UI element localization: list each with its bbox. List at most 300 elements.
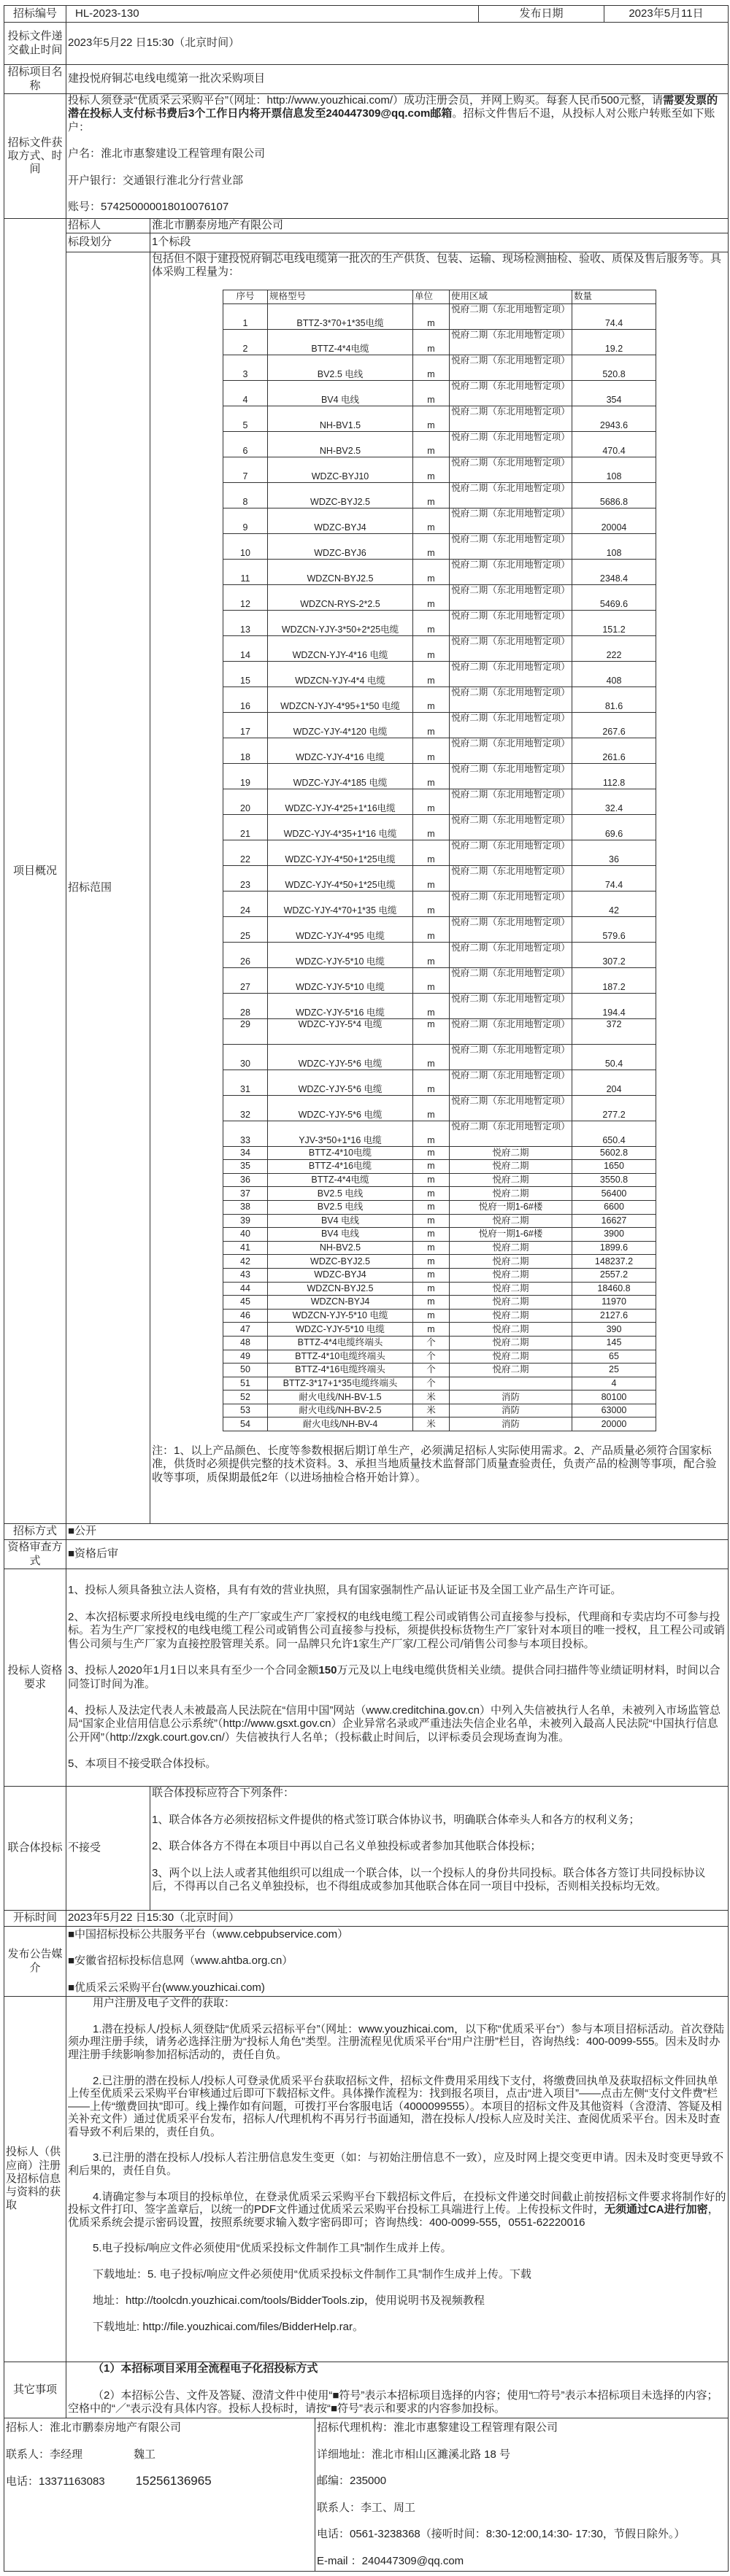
item-unit: m [413,840,450,865]
table-row [223,942,656,967]
item-qty: 650.4 [572,1121,656,1146]
media-item: ■优质采云采购平台(www.youzhicai.com) [68,1981,265,1994]
table-row [223,661,656,686]
item-qty: 148237.2 [572,1255,656,1269]
item-no: 40 [223,1228,268,1242]
item-area: 悦府二期 [450,1241,572,1255]
scope-note: 注：1、以上产品颜色、长度等参数根据后期订单生产，必须满足招标人实际使用需求。2、产品质量必须符合国家标准，供货时必须提供完整的技术资料。3、承担当地质量技术监督部门质量查验责任，负责产品的检测等事项，配合验收等事项，质保期最低2年（以进场抽检合格开始计算）。 [152,1444,717,1484]
item-area: 悦府二期（东北用地暂定项） [450,406,572,431]
item-spec: BV2.5 电线 [268,355,413,380]
item-qty: 145 [572,1336,656,1350]
item-unit: m [413,1095,450,1121]
table-row [223,993,656,1018]
qualification-item: 2、本次招标要求所投电线电缆的生产厂家或生产厂家授权的电线电缆工程公司或销售公司直接参与投标，代理商和专卖店均不可参与投标。若为生产厂家授权的电线电缆工程公司或销售公司直接参与投标，须提供投标货物生产厂家针对本项目的唯一授权，且工程公司或销售公司须与生产厂家为直接控股管理关系。同一品牌只允许1家生产厂家/工程公司/销售公司参与本项目投标。 [68,1611,726,1650]
item-qty: 354 [572,380,656,406]
item-unit: m [413,1296,450,1310]
account-name: 户名：淮北市惠黎建设工程管理有限公司 [68,147,266,160]
registration-item: 用户注册及电子文件的获取： [93,1997,236,2009]
table-row [223,1241,656,1255]
item-no: 29 [223,1018,268,1044]
item-no: 6 [223,431,268,457]
item-unit: m [413,508,450,533]
item-qty: 32.4 [572,789,656,814]
item-area: 悦府二期（东北用地暂定项） [450,610,572,635]
tenderer-contact-person [6,2448,313,2461]
item-spec: NH-BV1.5 [268,406,413,431]
opening-label: 开标时间 [4,1911,66,1927]
item-qty: 277.2 [572,1095,656,1121]
item-spec: 耐火电线/NH-BV-1.5 [268,1391,413,1404]
item-unit: m [413,891,450,916]
table-row [223,610,656,635]
item-qty: 151.2 [572,610,656,635]
table-row [223,738,656,763]
item-area: 悦府二期（东北用地暂定项） [450,1018,572,1044]
item-area: 消防 [450,1391,572,1404]
item-no: 26 [223,942,268,967]
item-no: 4 [223,380,268,406]
opening-row [4,1911,729,1927]
item-unit: 米 [413,1391,450,1404]
item-area: 悦府二期（东北用地暂定项） [450,508,572,533]
item-area: 悦府二期（东北用地暂定项） [450,916,572,942]
item-area: 消防 [450,1404,572,1417]
item-area: 悦府二期 [450,1282,572,1296]
item-no: 12 [223,584,268,610]
item-area: 悦府二期（东北用地暂定项） [450,993,572,1018]
lot-row [4,233,729,252]
item-spec: WDZC-BYJ10 [268,457,413,482]
item-no: 14 [223,635,268,661]
item-unit: 个 [413,1350,450,1364]
item-unit: m [413,1044,450,1070]
item-qty: 36 [572,840,656,865]
text: 万元及以上电线电缆供货相关业绩。提供合同扫描件等业绩证明材料，时间以合同签订时间为准。 [68,1664,721,1690]
table-row [223,1214,656,1228]
table-row [223,814,656,840]
item-no: 28 [223,993,268,1018]
table-row [223,355,656,380]
item-spec: BTTZ-4*4电缆 [268,1173,413,1187]
item-spec: WDZC-YJY-4*16 电缆 [268,738,413,763]
item-no: 9 [223,508,268,533]
table-row [223,533,656,559]
publish-date-label: 发布日期 [479,6,604,23]
acquisition-row [4,94,729,219]
agency-name: 招标代理机构：淮北市惠黎建设工程管理有限公司 [317,2421,558,2434]
item-no: 10 [223,533,268,559]
media-item: ■安徽省招标投标信息网（www.ahtba.org.cn） [68,1954,293,1968]
col-header-qty: 数量 [572,290,656,303]
item-unit: m [413,584,450,610]
table-row [223,482,656,508]
item-unit: m [413,1070,450,1095]
tenderer-value: 淮北市鹏泰房地产有限公司 [150,219,729,233]
registration-label: 投标人（供应商）注册及招标信息与资料的获取 [4,1997,66,2362]
item-qty: 11970 [572,1296,656,1310]
table-row [223,1268,656,1282]
item-no: 24 [223,891,268,916]
quantity-table [223,290,656,1431]
bidder-tools-link[interactable]: 地址：http://toolcdn.youzhicai.com/tools/BidderTools.zip，使用说明书及视频教程 [93,2294,485,2308]
item-qty: 108 [572,533,656,559]
text: 4.请确定参与本项目的投标单位，在登录优质采云采购平台下载招标文件后，在投标文件递交时间截止前按招标文件要求将制作好的投标文件打印、签字盖章后，以统一的PDF文件通过优质采云采购平台投标工具端进行上传。上传投标文件时， [68,2190,726,2216]
registration-content [66,1997,729,2362]
item-area: 悦府二期（东北用地暂定项） [450,814,572,840]
other-item: （2）本招标公告、文件及答疑、澄清文件中使用“■符号”表示本招标项目选择的内容；使用“□符号”表示本招标项目未选择的内容；空格中的“／”表示没有具体内容。投标人投标时，请按“■符号”表示和要求的内容参加投标。 [68,2389,718,2415]
item-no: 30 [223,1044,268,1070]
item-qty: 65 [572,1350,656,1364]
scope-intro: 包括但不限于建投悦府铜芯电线电缆第一批次的生产供货、包装、运输、现场检测抽检、验收、质保及售后服务等。具体采购工程量为： [152,252,722,279]
item-spec: WDZC-YJY-5*10 电缆 [268,1323,413,1337]
item-qty: 74.4 [572,865,656,891]
table-row [223,1146,656,1160]
table-row [223,1044,656,1070]
item-qty: 16627 [572,1214,656,1228]
item-unit: m [413,635,450,661]
table-row [223,1404,656,1417]
other-row [4,2362,729,2418]
consortium-condition: 1、联合体各方必须按招标文件提供的格式签订联合体协议书，明确联合体牵头人和各方的权利义务； [152,1813,640,1826]
item-no: 8 [223,482,268,508]
other-label: 其它事项 [4,2362,66,2418]
item-area: 悦府二期（东北用地暂定项） [450,355,572,380]
agency-postcode: 邮编：235000 [317,2475,387,2488]
item-unit: m [413,1268,450,1282]
no-ca-notice: 无须通过CA进行加密 [604,2203,708,2216]
item-spec: WDZCN-BYJ2.5 [268,559,413,584]
item-no: 43 [223,1268,268,1282]
item-area: 悦府二期（东北用地暂定项） [450,559,572,584]
item-no: 50 [223,1364,268,1377]
item-unit: m [413,942,450,967]
item-no: 34 [223,1146,268,1160]
tender-code-label: 招标编号 [4,6,66,23]
item-no: 44 [223,1282,268,1296]
overview-label: 项目概况 [4,219,66,1524]
table-row [223,840,656,865]
item-no: 51 [223,1377,268,1391]
item-qty: 4 [572,1377,656,1391]
col-header-spec: 规格型号 [268,290,413,303]
review-row [4,1540,729,1569]
scope-content [150,252,729,1524]
item-spec: YJV-3*50+1*16 电缆 [268,1121,413,1146]
item-area: 悦府二期 [450,1146,572,1160]
text: 联系人：李经理 [6,2448,83,2461]
item-no: 1 [223,303,268,329]
tenderer-name: 招标人：淮北市鹏泰房地产有限公司 [6,2421,182,2434]
table-row [223,584,656,610]
item-unit: 个 [413,1336,450,1350]
registration-row [4,1997,729,2362]
download-address: 下载地址：5. 电子投标/响应文件必须使用“优质采投标文件制作工具”制作生成并上传。下载 [93,2268,531,2281]
item-qty: 2348.4 [572,559,656,584]
item-spec: BV4 电线 [268,1228,413,1242]
agency-email[interactable]: E-mail ：240447309@qq.com [317,2554,464,2567]
table-row [223,559,656,584]
table-row [223,712,656,738]
table-row [223,635,656,661]
item-qty: 18460.8 [572,1282,656,1296]
header-row [4,6,729,23]
item-unit: m [413,865,450,891]
other-item: （1）本招标项目采用全流程电子化招投标方式 [93,2362,318,2375]
text: 。招标文件售后不退，从投标人对公账户转账至如下账户： [68,107,715,134]
quantity-table-header [223,290,656,303]
agency-phone: 电话：0561-3238368（接听时间：8:30-12:00,14:30- 17:30，节假日除外。） [317,2528,685,2541]
item-unit: m [413,406,450,431]
qualification-item: 4、投标人及法定代表人未被最高人民法院在“信用中国”网站（www.creditchina.gov.cn）中列入失信被执行人名单，未被列入市场监管总局“国家企业信用信息公示系统”（http://www.gsxt.gov.cn）企业异常名录或严重违法失信企业名单，未被列入最高人民法院“中国执行信息公开网”（http://zxgk.court.gov.cn/）失信被执行人名单；（投标截止时间后，以评标委员会现场查询为准。 [68,1704,721,1744]
item-qty: 372 [572,1018,656,1044]
item-unit: m [413,814,450,840]
item-spec: BTTZ-4*10电缆终端头 [268,1350,413,1364]
item-unit: m [413,1255,450,1269]
item-area: 悦府二期（东北用地暂定项） [450,635,572,661]
item-spec: BV2.5 电线 [268,1187,413,1201]
item-spec: WDZC-BYJ4 [268,508,413,533]
table-row [223,1282,656,1296]
item-unit: m [413,1160,450,1174]
item-qty: 520.8 [572,355,656,380]
item-unit: m [413,967,450,993]
item-unit: 个 [413,1377,450,1391]
invoice-notice: 需要发票的潜在投标人支付标书费后3个工作日内将开票信息发至240447309@qq.com邮箱 [68,94,718,120]
item-spec: WDZC-BYJ2.5 [268,1255,413,1269]
item-area: 悦府二期（东北用地暂定项） [450,942,572,967]
table-row [223,891,656,916]
method-label: 招标方式 [4,1524,66,1540]
text: 15256136965 [135,2474,212,2488]
item-qty: 3900 [572,1228,656,1242]
qualification-content [66,1569,729,1787]
item-qty: 307.2 [572,942,656,967]
col-header-no: 序号 [223,290,268,303]
tender-code: HL-2023-130 [66,6,479,23]
item-spec: NH-BV2.5 [268,1241,413,1255]
item-unit: 个 [413,1364,450,1377]
item-area: 悦府二期（东北用地暂定项） [450,712,572,738]
item-spec: NH-BV2.5 [268,431,413,457]
item-unit: m [413,380,450,406]
item-no: 39 [223,1214,268,1228]
item-unit: 米 [413,1417,450,1431]
item-no: 42 [223,1255,268,1269]
item-unit: m [413,1200,450,1214]
item-no: 5 [223,406,268,431]
item-unit: m [413,661,450,686]
acquisition-label: 招标文件获取方式、时间 [4,94,66,219]
item-unit: 米 [413,1404,450,1417]
acquisition-content [66,94,729,219]
col-header-unit: 单位 [413,290,450,303]
deadline-row [4,23,729,65]
table-row [223,1095,656,1121]
item-area: 悦府二期（东北用地暂定项） [450,1070,572,1095]
text: 魏工 [134,2448,156,2461]
table-row [223,431,656,457]
item-unit: m [413,1018,450,1044]
item-unit: m [413,559,450,584]
deadline-value: 2023年5月22 日15:30（北京时间） [66,23,729,65]
item-unit: m [413,431,450,457]
item-qty: 56400 [572,1187,656,1201]
item-spec: WDZC-YJY-4*35+1*16 电缆 [268,814,413,840]
consortium-condition: 2、联合体各方不得在本项目中再以自己名义单独投标或者参加其他联合体投标； [152,1840,542,1853]
item-qty: 194.4 [572,993,656,1018]
item-qty: 261.6 [572,738,656,763]
item-area: 悦府二期 [450,1160,572,1174]
item-no: 53 [223,1404,268,1417]
table-row [223,303,656,329]
item-unit: m [413,993,450,1018]
table-row [223,1323,656,1337]
contacts [4,2418,729,2572]
media-label: 发布公告媒介 [4,1927,66,1997]
item-qty: 3550.8 [572,1173,656,1187]
item-no: 7 [223,457,268,482]
item-qty: 222 [572,635,656,661]
item-no: 13 [223,610,268,635]
item-spec: BTTZ-4*16电缆 [268,1160,413,1174]
item-qty: 267.6 [572,712,656,738]
item-no: 36 [223,1173,268,1187]
item-area: 悦府二期 [450,1323,572,1337]
table-row [223,1173,656,1187]
item-spec: WDZCN-YJY-4*95+1*50 电缆 [268,686,413,712]
other-content [66,2362,729,2418]
item-area: 悦府二期 [450,1336,572,1350]
item-unit: m [413,355,450,380]
qualification-item: 5、本项目不接受联合体投标。 [68,1757,217,1771]
item-qty: 5602.8 [572,1146,656,1160]
item-area: 悦府二期（东北用地暂定项） [450,1121,572,1146]
lot-label: 标段划分 [66,233,150,252]
item-qty: 42 [572,891,656,916]
table-row [223,763,656,789]
item-qty: 1899.6 [572,1241,656,1255]
account-number: 账号：574250000018010076107 [68,201,229,214]
table-row [223,1187,656,1201]
item-unit: m [413,738,450,763]
item-unit: m [413,329,450,355]
item-unit: m [413,1187,450,1201]
item-qty: 19.2 [572,329,656,355]
item-no: 22 [223,840,268,865]
item-area: 悦府二期 [450,1350,572,1364]
item-spec: WDZCN-BYJ2.5 [268,1282,413,1296]
table-row [223,1391,656,1404]
opening-value: 2023年5月22 日15:30（北京时间） [66,1911,729,1927]
item-spec: WDZC-YJY-5*10 电缆 [268,967,413,993]
item-area: 悦府二期（东北用地暂定项） [450,329,572,355]
item-unit: m [413,1309,450,1323]
item-no: 54 [223,1417,268,1431]
item-area: 悦府二期 [450,1214,572,1228]
text: 投标人须登录“优质采云采购平台”（网址：http://www.youzhicai.com/）成功注册会员，并网上购买。每套人民币500元整，请 [68,94,664,107]
item-qty: 2127.6 [572,1309,656,1323]
media-item: ■中国招标投标公共服务平台（www.cebpubservice.com） [68,1927,349,1941]
item-spec: WDZCN-YJY-4*16 电缆 [268,635,413,661]
item-spec: BV2.5 电线 [268,1200,413,1214]
item-spec: WDZC-YJY-5*6 电缆 [268,1095,413,1121]
table-row [223,967,656,993]
item-area: 悦府一期1-6#楼 [450,1228,572,1242]
item-area: 悦府二期（东北用地暂定项） [450,865,572,891]
table-row [223,1417,656,1431]
item-unit: m [413,1241,450,1255]
item-spec: WDZC-YJY-5*4 电缆 [268,1018,413,1044]
item-unit: m [413,303,450,329]
item-unit: m [413,1282,450,1296]
item-no: 45 [223,1296,268,1310]
text: 电话：13371163083 [6,2475,105,2488]
publish-date: 2023年5月11日 [604,6,729,23]
qualification-row [4,1569,729,1787]
item-spec: WDZC-YJY-5*6 电缆 [268,1070,413,1095]
item-qty: 112.8 [572,763,656,789]
item-no: 37 [223,1187,268,1201]
item-unit: m [413,457,450,482]
item-qty: 20004 [572,508,656,533]
item-spec: 耐火电线/NH-BV-4 [268,1417,413,1431]
item-no: 31 [223,1070,268,1095]
item-no: 25 [223,916,268,942]
item-no: 48 [223,1336,268,1350]
item-no: 27 [223,967,268,993]
item-area: 悦府二期 [450,1187,572,1201]
contract-amount: 150 [318,1664,337,1677]
item-qty: 390 [572,1323,656,1337]
item-area: 悦府一期1-6#楼 [450,1200,572,1214]
item-qty: 5686.8 [572,482,656,508]
item-spec: 耐火电线/NH-BV-2.5 [268,1404,413,1417]
item-no: 38 [223,1200,268,1214]
item-area: 悦府二期（东北用地暂定项） [450,380,572,406]
item-qty: 108 [572,457,656,482]
item-qty: 20000 [572,1417,656,1431]
lot-value: 1个标段 [150,233,729,252]
registration-item: 3.已注册的潜在投标人/投标人若注册信息发生变更（如：与初始注册信息不一致），应及时网上提交变更申请。因未及时变更导致不利后果的，责任自负。 [68,2151,724,2177]
item-qty: 81.6 [572,686,656,712]
agency-contact [315,2418,728,2571]
consortium-conditions [150,1787,729,1911]
item-spec: WDZCN-BYJ4 [268,1296,413,1310]
item-spec: WDZC-YJY-4*50+1*25电缆 [268,840,413,865]
item-spec: WDZC-BYJ2.5 [268,482,413,508]
table-row [223,508,656,533]
registration-item: 2.已注册的潜在投标人/投标人可登录优质采平台获取招标文件，招标文件费用采用线下支付，将缴费回执单及获取招标文件回执单上传至优质采云采购平台审核通过后即可下载招标文件。具体操作流程为：找到报名项目，点击“进入项目”——点击左侧“支付文件费”栏——上传“缴费回执”即可。线上操作如有问题，可拨打平台客服电话（4000099555）。本项目的招标文件及其他资料（含澄清、答疑及相关补充文件）通过优质采平台发布，招标人/代理机构不再另行书面通知，潜在投标人/投标人应及时关注、查阅优质采平台。因未及时查看导致不利后果的，责任自负。 [68,2074,722,2138]
table-row [223,1350,656,1364]
scope-label: 招标范围 [66,252,150,1524]
item-unit: m [413,789,450,814]
table-row [223,1377,656,1391]
item-area: 消防 [450,1417,572,1431]
text: 3、投标人2020年1月1日以来具有至少一个合同金额 [68,1664,319,1677]
table-row [223,789,656,814]
item-area: 悦府二期（东北用地暂定项） [450,661,572,686]
item-spec: WDZC-YJY-5*10 电缆 [268,942,413,967]
item-no: 20 [223,789,268,814]
bidder-help-link[interactable]: 下载地址: http://file.youzhicai.com/files/BidderHelp.rar。 [93,2320,364,2333]
item-no: 23 [223,865,268,891]
method-row [4,1524,729,1540]
item-no: 3 [223,355,268,380]
table-row [223,1336,656,1350]
text: ，优质采系统会提示密码设置，按照系统要求输入数字密码即可；咨询热线：400-0099-555，0551-62220016 [68,2203,719,2229]
media-row [4,1927,729,1997]
item-spec: BV4 电线 [268,380,413,406]
